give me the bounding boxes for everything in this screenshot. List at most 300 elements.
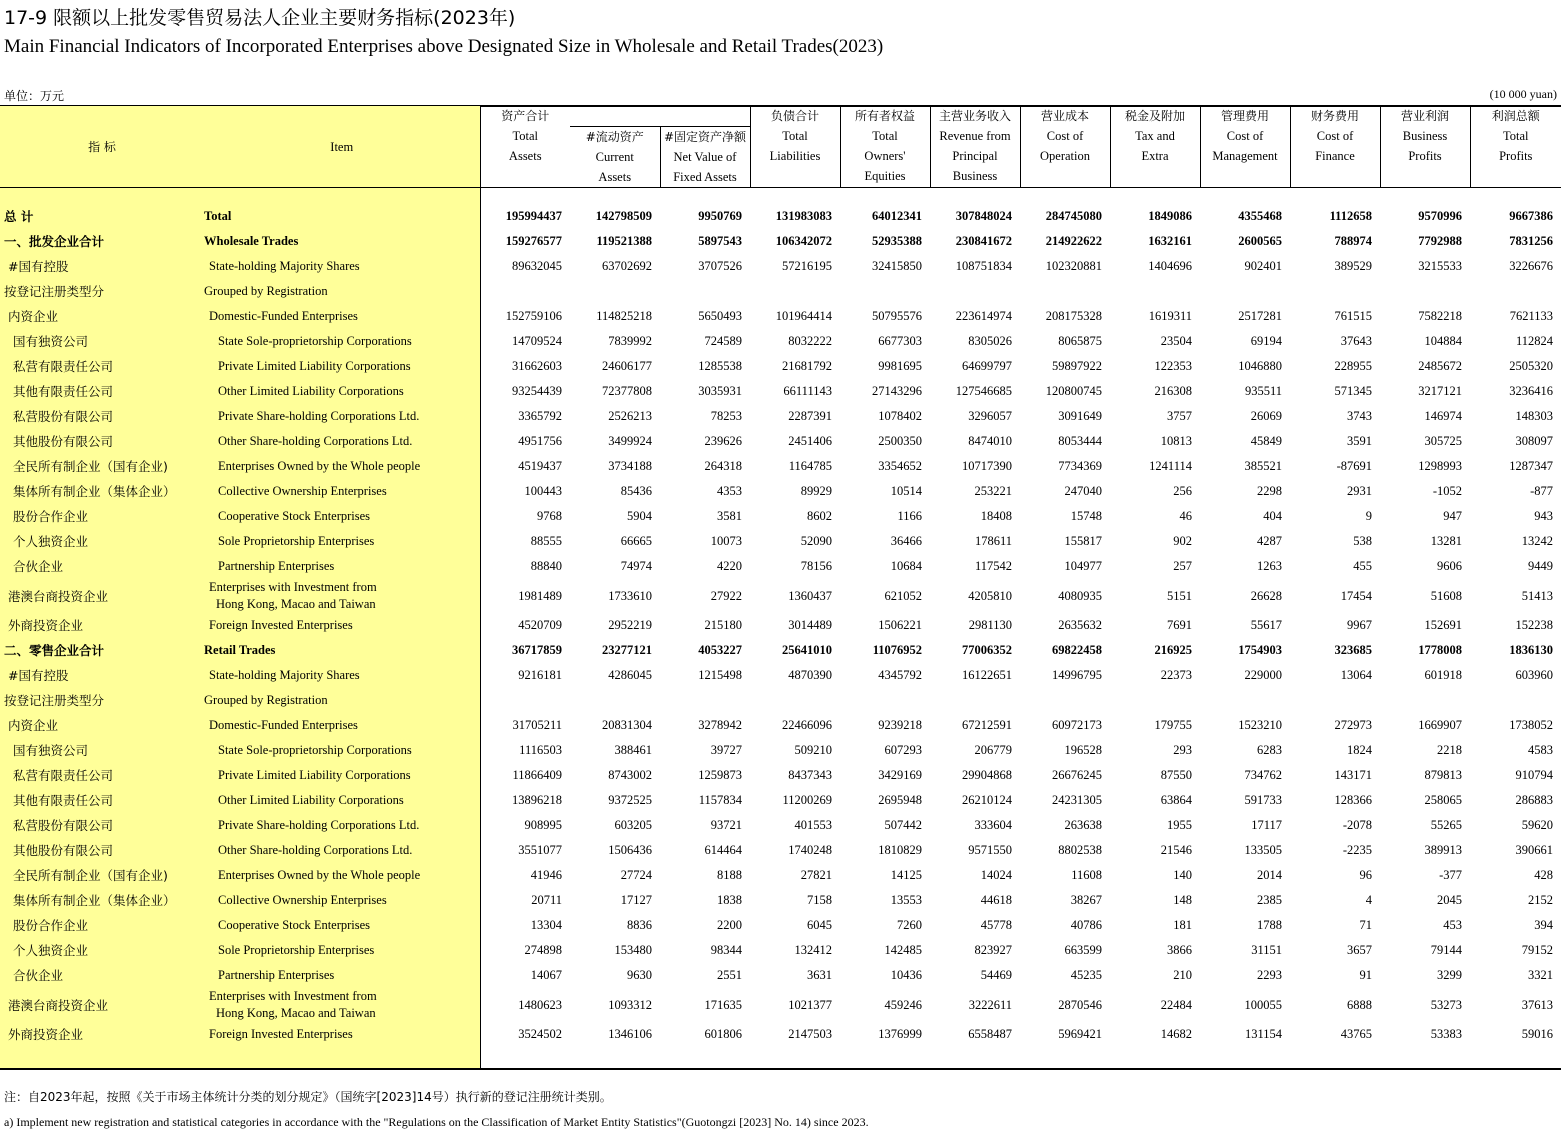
value-cell: 41946: [530, 868, 562, 882]
value-cell: 6677303: [878, 334, 922, 348]
value-cell: 8305026: [968, 334, 1012, 348]
value-cell: 38267: [1070, 893, 1102, 907]
value-cell: 9981695: [878, 359, 922, 373]
value-cell: 4220: [717, 559, 742, 573]
value-cell: 11076952: [872, 643, 922, 657]
row-label-en-line2: Hong Kong, Macao and Taiwan: [216, 597, 376, 611]
value-cell: 8802538: [1058, 843, 1102, 857]
value-cell: 571345: [1334, 384, 1372, 398]
value-cell: 9372525: [608, 793, 652, 807]
value-cell: 1955: [1167, 818, 1192, 832]
value-cell: 87550: [1160, 768, 1192, 782]
value-cell: 910794: [1515, 768, 1553, 782]
value-cell: 272973: [1334, 718, 1372, 732]
value-cell: 2152: [1528, 893, 1553, 907]
row-label-cn: #国有控股: [0, 254, 204, 279]
value-cell: 4: [1365, 893, 1372, 907]
value-cell: 6888: [1347, 997, 1372, 1012]
value-cell: 7582218: [1418, 309, 1462, 323]
row-label-en: Foreign Invested Enterprises: [204, 613, 480, 638]
value-cell: 3551077: [518, 843, 562, 857]
row-label-cn: 其他股份有限公司: [0, 429, 204, 454]
value-cell: 59016: [1521, 1027, 1553, 1041]
value-cell: 74974: [620, 559, 652, 573]
spacer-cell-label: [0, 1047, 204, 1068]
value-cell: 1778008: [1418, 643, 1462, 657]
table-body: [0, 188, 1561, 1068]
value-cell: 52090: [800, 534, 832, 548]
value-cell: 5650493: [698, 309, 742, 323]
value-cell: 31662603: [512, 359, 562, 373]
value-cell: 1849086: [1148, 209, 1192, 223]
value-cell: [930, 688, 1020, 713]
value-cell: 14709524: [512, 334, 562, 348]
value-cell: 127546685: [955, 384, 1012, 398]
value-cell: 5904: [627, 509, 652, 523]
value-cell: 389529: [1334, 259, 1372, 273]
value-cell: 2600565: [1238, 234, 1282, 248]
value-cell: 210: [1173, 968, 1192, 982]
row-label-cn: 其他有限责任公司: [0, 788, 204, 813]
value-cell: 72377808: [602, 384, 652, 398]
value-cell: 122353: [1154, 359, 1192, 373]
value-cell: 10813: [1160, 434, 1192, 448]
table-row: [0, 529, 1561, 554]
header-item-en: Item: [204, 106, 480, 188]
value-cell: 37613: [1521, 997, 1553, 1012]
unit-label-en: (10 000 yuan): [1489, 87, 1557, 101]
row-label-cn: 个人独资企业: [0, 938, 204, 963]
value-cell: 10717390: [962, 459, 1012, 473]
value-cell: 3299: [1437, 968, 1462, 982]
value-cell: 6045: [807, 918, 832, 932]
value-cell: 2200: [717, 918, 742, 932]
value-cell: 57216195: [782, 259, 832, 273]
value-cell: 4080935: [1058, 588, 1102, 603]
value-cell: 4053227: [698, 643, 742, 657]
value-cell: [750, 688, 840, 713]
value-cell: 26676245: [1052, 768, 1102, 782]
value-cell: [1470, 688, 1561, 713]
value-cell: 13242: [1521, 534, 1553, 548]
spacer-cell: [840, 1047, 930, 1068]
unit-label-cn: 单位：万元: [4, 89, 65, 103]
value-cell: 2045: [1437, 893, 1462, 907]
value-cell: 538: [1353, 534, 1372, 548]
value-cell: 100055: [1244, 997, 1282, 1012]
spacer-cell: [1470, 188, 1561, 204]
table-row: [0, 379, 1561, 404]
value-cell: 78253: [710, 409, 742, 423]
row-label-cn: 股份合作企业: [0, 913, 204, 938]
row-label-cn: 集体所有制企业（集体企业）: [0, 479, 204, 504]
row-label-en: State Sole-proprietorship Corporations: [204, 738, 480, 763]
table-row: [0, 763, 1561, 788]
value-cell: 11200269: [782, 793, 832, 807]
value-cell: 17127: [620, 893, 652, 907]
value-cell: 902: [1173, 534, 1192, 548]
value-cell: 216925: [1154, 643, 1192, 657]
row-label-en: Other Limited Liability Corporations: [204, 788, 480, 813]
value-cell: 1506221: [878, 618, 922, 632]
value-cell: 88840: [530, 559, 562, 573]
value-cell: 1810829: [878, 843, 922, 857]
row-label-en-line1: Enterprises with Investment from: [209, 580, 377, 594]
value-cell: 13304: [530, 918, 562, 932]
value-cell: [480, 279, 570, 304]
value-cell: 401553: [794, 818, 832, 832]
value-cell: 23504: [1160, 334, 1192, 348]
row-label-cn: 股份合作企业: [0, 504, 204, 529]
row-label-cn: 国有独资公司: [0, 329, 204, 354]
row-label-cn: 私营有限责任公司: [0, 763, 204, 788]
value-cell: 9967: [1347, 618, 1372, 632]
value-cell: 79144: [1430, 943, 1462, 957]
value-cell: 6558487: [968, 1027, 1012, 1041]
value-cell: 603960: [1515, 668, 1553, 682]
value-cell: 2952219: [608, 618, 652, 632]
page-title-cn: 17-9 限额以上批发零售贸易法人企业主要财务指标(2023年): [4, 7, 516, 29]
table-row: [0, 1022, 1561, 1047]
value-cell: 132412: [794, 943, 832, 957]
value-cell: 13896218: [512, 793, 562, 807]
row-label-en: Grouped by Registration: [204, 688, 480, 713]
row-label-cn: 其他股份有限公司: [0, 838, 204, 863]
value-cell: 98344: [710, 943, 742, 957]
header-cost-operation: 营业成本 Cost of Operation: [1020, 106, 1110, 188]
row-label-cn: 一、批发企业合计: [0, 229, 204, 254]
spacer-cell: [1020, 1047, 1110, 1068]
value-cell: 27821: [800, 868, 832, 882]
row-label-en-line2: Hong Kong, Macao and Taiwan: [216, 1006, 376, 1020]
table-row: [0, 613, 1561, 638]
value-cell: [570, 279, 660, 304]
table-row: [0, 963, 1561, 988]
value-cell: 663599: [1064, 943, 1102, 957]
row-label-cn: 合伙企业: [0, 554, 204, 579]
value-cell: 258065: [1424, 793, 1462, 807]
footnote-en: a) Implement new registration and statistical categories in accordance with the "Regulations on the Classification of Market Entity Statistics"(Guotongzi [2023] No. 14) since 2023.: [4, 1115, 869, 1129]
value-cell: 455: [1353, 559, 1372, 573]
row-label-cn: 二、零售企业合计: [0, 638, 204, 663]
value-cell: 22484: [1160, 997, 1192, 1012]
row-label-cn: 私营股份有限公司: [0, 813, 204, 838]
value-cell: 142798509: [595, 209, 652, 223]
value-cell: 1346106: [608, 1027, 652, 1041]
value-cell: 55265: [1430, 818, 1462, 832]
row-label-en: Collective Ownership Enterprises: [204, 888, 480, 913]
value-cell: 2298: [1257, 484, 1282, 498]
value-cell: 307848024: [955, 209, 1012, 223]
spacer-cell: [750, 188, 840, 204]
value-cell: 1632161: [1148, 234, 1192, 248]
spacer-cell: [930, 188, 1020, 204]
row-label-cn: 港澳台商投资企业: [0, 579, 204, 613]
value-cell: 69194: [1250, 334, 1282, 348]
value-cell: 4353: [717, 484, 742, 498]
value-cell: 1738052: [1509, 718, 1553, 732]
value-cell: 8053444: [1058, 434, 1102, 448]
value-cell: 9606: [1437, 559, 1462, 573]
value-cell: 305725: [1424, 434, 1462, 448]
value-cell: 93254439: [512, 384, 562, 398]
page-title-en: Main Financial Indicators of Incorporated Enterprises above Designated Size in Wholesale and Retail Trades(2023): [4, 36, 884, 57]
spacer-cell: [1200, 188, 1290, 204]
table-row: [0, 404, 1561, 429]
value-cell: 256: [1173, 484, 1192, 498]
value-cell: 25641010: [782, 643, 832, 657]
table-row: [0, 663, 1561, 688]
value-cell: 131983083: [775, 209, 832, 223]
value-cell: 333604: [974, 818, 1012, 832]
value-cell: 4205810: [968, 588, 1012, 603]
value-cell: 3354652: [878, 459, 922, 473]
value-cell: 621052: [884, 588, 922, 603]
row-label-en: Retail Trades: [204, 638, 480, 663]
value-cell: 45778: [980, 918, 1012, 932]
value-cell: 1360437: [788, 588, 832, 603]
value-cell: 223614974: [955, 309, 1012, 323]
row-label-en: Cooperative Stock Enterprises: [204, 913, 480, 938]
value-cell: 24231305: [1052, 793, 1102, 807]
value-cell: 2505320: [1509, 359, 1553, 373]
spacer-cell: [570, 1047, 660, 1068]
spacer-cell-label: [0, 188, 204, 204]
value-cell: 3866: [1167, 943, 1192, 957]
value-cell: 264318: [704, 459, 742, 473]
value-cell: 102320881: [1045, 259, 1102, 273]
row-label-en: State-holding Majority Shares: [204, 254, 480, 279]
value-cell: 3757: [1167, 409, 1192, 423]
value-cell: 2485672: [1418, 359, 1462, 373]
value-cell: 89929: [800, 484, 832, 498]
row-label-en: [204, 988, 480, 1022]
table-row: [0, 838, 1561, 863]
value-cell: 7734369: [1058, 459, 1102, 473]
value-cell: 104884: [1424, 334, 1462, 348]
value-cell: 91: [1359, 968, 1372, 982]
value-cell: 1164785: [788, 459, 832, 473]
row-label-en: Private Share-holding Corporations Ltd.: [204, 404, 480, 429]
value-cell: 21681792: [782, 359, 832, 373]
table-row: [0, 738, 1561, 763]
value-cell: 9571550: [968, 843, 1012, 857]
value-cell: 214922622: [1045, 234, 1102, 248]
table-row: [0, 554, 1561, 579]
value-cell: 3321: [1528, 968, 1553, 982]
value-cell: 1754903: [1238, 643, 1282, 657]
value-cell: 133505: [1244, 843, 1282, 857]
value-cell: 1376999: [878, 1027, 922, 1041]
value-cell: 195994437: [505, 209, 562, 223]
row-label-en: Partnership Enterprises: [204, 554, 480, 579]
table-row: [0, 913, 1561, 938]
value-cell: 11608: [1071, 868, 1102, 882]
value-cell: 7691: [1167, 618, 1192, 632]
value-cell: 5151: [1167, 588, 1192, 603]
value-cell: 9: [1365, 509, 1372, 523]
row-label-en: Grouped by Registration: [204, 279, 480, 304]
value-cell: 112824: [1515, 334, 1553, 348]
value-cell: 2014: [1257, 868, 1282, 882]
value-cell: 101964414: [775, 309, 832, 323]
value-cell: 120800745: [1045, 384, 1102, 398]
value-cell: 459246: [884, 997, 922, 1012]
value-cell: 36717859: [512, 643, 562, 657]
value-cell: 29904868: [962, 768, 1012, 782]
value-cell: 10684: [890, 559, 922, 573]
header-business-profits: 营业利润 Business Profits: [1380, 106, 1470, 188]
value-cell: 59620: [1521, 818, 1553, 832]
row-label-en: Total: [204, 204, 480, 229]
value-cell: 935511: [1244, 384, 1282, 398]
spacer-cell: [1290, 188, 1380, 204]
value-cell: 63864: [1160, 793, 1192, 807]
row-label-cn: 总 计: [0, 204, 204, 229]
value-cell: 6283: [1257, 743, 1282, 757]
value-cell: 2931: [1347, 484, 1372, 498]
spacer-cell: [480, 1047, 570, 1068]
value-cell: 1836130: [1509, 643, 1553, 657]
value-cell: 943: [1534, 509, 1553, 523]
value-cell: 4345792: [878, 668, 922, 682]
row-label-en: Enterprises Owned by the Whole people: [204, 454, 480, 479]
value-cell: 761515: [1334, 309, 1372, 323]
value-cell: 7792988: [1418, 234, 1462, 248]
row-label-cn: 私营有限责任公司: [0, 354, 204, 379]
value-cell: -2078: [1342, 818, 1372, 832]
value-cell: 3215533: [1418, 259, 1462, 273]
value-cell: 196528: [1064, 743, 1102, 757]
value-cell: 40786: [1070, 918, 1102, 932]
value-cell: 208175328: [1045, 309, 1102, 323]
value-cell: 45235: [1070, 968, 1102, 982]
value-cell: 1166: [897, 509, 922, 523]
value-cell: [840, 279, 930, 304]
value-cell: 117542: [974, 559, 1012, 573]
row-label-cn: 内资企业: [0, 304, 204, 329]
value-cell: 9667386: [1509, 209, 1553, 223]
table-row: [0, 479, 1561, 504]
value-cell: 24606177: [602, 359, 652, 373]
value-cell: 3236416: [1509, 384, 1553, 398]
value-cell: 388461: [614, 743, 652, 757]
value-cell: 18408: [980, 509, 1012, 523]
value-cell: 228955: [1334, 359, 1372, 373]
row-label-en: Other Limited Liability Corporations: [204, 379, 480, 404]
value-cell: [1290, 688, 1380, 713]
value-cell: 293: [1173, 743, 1192, 757]
value-cell: 2218: [1437, 743, 1462, 757]
value-cell: 15748: [1070, 509, 1102, 523]
table-row: [0, 713, 1561, 738]
value-cell: 9449: [1528, 559, 1553, 573]
table-header: [0, 106, 1561, 188]
value-cell: [1380, 688, 1470, 713]
row-label-en: Sole Proprietorship Enterprises: [204, 529, 480, 554]
value-cell: 788974: [1334, 234, 1372, 248]
value-cell: [1020, 279, 1110, 304]
table-row: [0, 938, 1561, 963]
value-cell: 216308: [1154, 384, 1192, 398]
value-cell: 601806: [704, 1027, 742, 1041]
value-cell: 2695948: [878, 793, 922, 807]
spacer-row: [0, 188, 1561, 204]
value-cell: 153480: [614, 943, 652, 957]
value-cell: 14996795: [1052, 668, 1102, 682]
value-cell: 8474010: [968, 434, 1012, 448]
value-cell: 390661: [1515, 843, 1553, 857]
value-cell: 284745080: [1045, 209, 1102, 223]
value-cell: 8437343: [788, 768, 832, 782]
row-label-en: Private Limited Liability Corporations: [204, 763, 480, 788]
spacer-cell: [1470, 1047, 1561, 1068]
table-row: [0, 788, 1561, 813]
value-cell: [1200, 688, 1290, 713]
value-cell: 1788: [1257, 918, 1282, 932]
value-cell: -377: [1439, 868, 1462, 882]
table-row: [0, 504, 1561, 529]
value-cell: 257: [1173, 559, 1192, 573]
value-cell: 21546: [1160, 843, 1192, 857]
value-cell: 7158: [807, 893, 832, 907]
value-cell: 603205: [614, 818, 652, 832]
header-cost-finance: 财务费用 Cost of Finance: [1290, 106, 1380, 188]
spacer-row-end: [0, 1047, 1561, 1068]
value-cell: 2635632: [1058, 618, 1102, 632]
value-cell: 1669907: [1418, 718, 1462, 732]
row-label-en: Private Share-holding Corporations Ltd.: [204, 813, 480, 838]
value-cell: [570, 688, 660, 713]
value-cell: 253221: [974, 484, 1012, 498]
value-cell: 108751834: [955, 259, 1012, 273]
value-cell: 4355468: [1238, 209, 1282, 223]
value-cell: 3217121: [1418, 384, 1462, 398]
value-cell: [750, 279, 840, 304]
value-cell: 274898: [524, 943, 562, 957]
value-cell: 823927: [974, 943, 1012, 957]
value-cell: 1981489: [518, 588, 562, 603]
value-cell: 2293: [1257, 968, 1282, 982]
value-cell: 614464: [704, 843, 742, 857]
value-cell: 179755: [1154, 718, 1192, 732]
row-label-cn: 全民所有制企业（国有企业): [0, 454, 204, 479]
table-row: [0, 254, 1561, 279]
value-cell: 71: [1359, 918, 1372, 932]
row-label-en: Enterprises Owned by the Whole people: [204, 863, 480, 888]
value-cell: 152759106: [505, 309, 562, 323]
value-cell: 178611: [974, 534, 1012, 548]
header-fixed-assets: #固定资产净额 Net Value of Fixed Assets: [660, 127, 750, 188]
value-cell: 9216181: [518, 668, 562, 682]
value-cell: 3296057: [968, 409, 1012, 423]
bottom-rule: [0, 1068, 1561, 1070]
value-cell: 8032222: [788, 334, 832, 348]
row-label-en: Sole Proprietorship Enterprises: [204, 938, 480, 963]
value-cell: 27143296: [872, 384, 922, 398]
value-cell: 5969421: [1058, 1027, 1102, 1041]
row-label-cn: 其他有限责任公司: [0, 379, 204, 404]
value-cell: 9768: [537, 509, 562, 523]
value-cell: 32415850: [872, 259, 922, 273]
value-cell: 4519437: [518, 459, 562, 473]
spacer-cell: [1110, 1047, 1200, 1068]
value-cell: 181: [1173, 918, 1192, 932]
value-cell: 3631: [807, 968, 832, 982]
value-cell: 131154: [1244, 1027, 1282, 1041]
value-cell: 507442: [884, 818, 922, 832]
value-cell: [840, 688, 930, 713]
